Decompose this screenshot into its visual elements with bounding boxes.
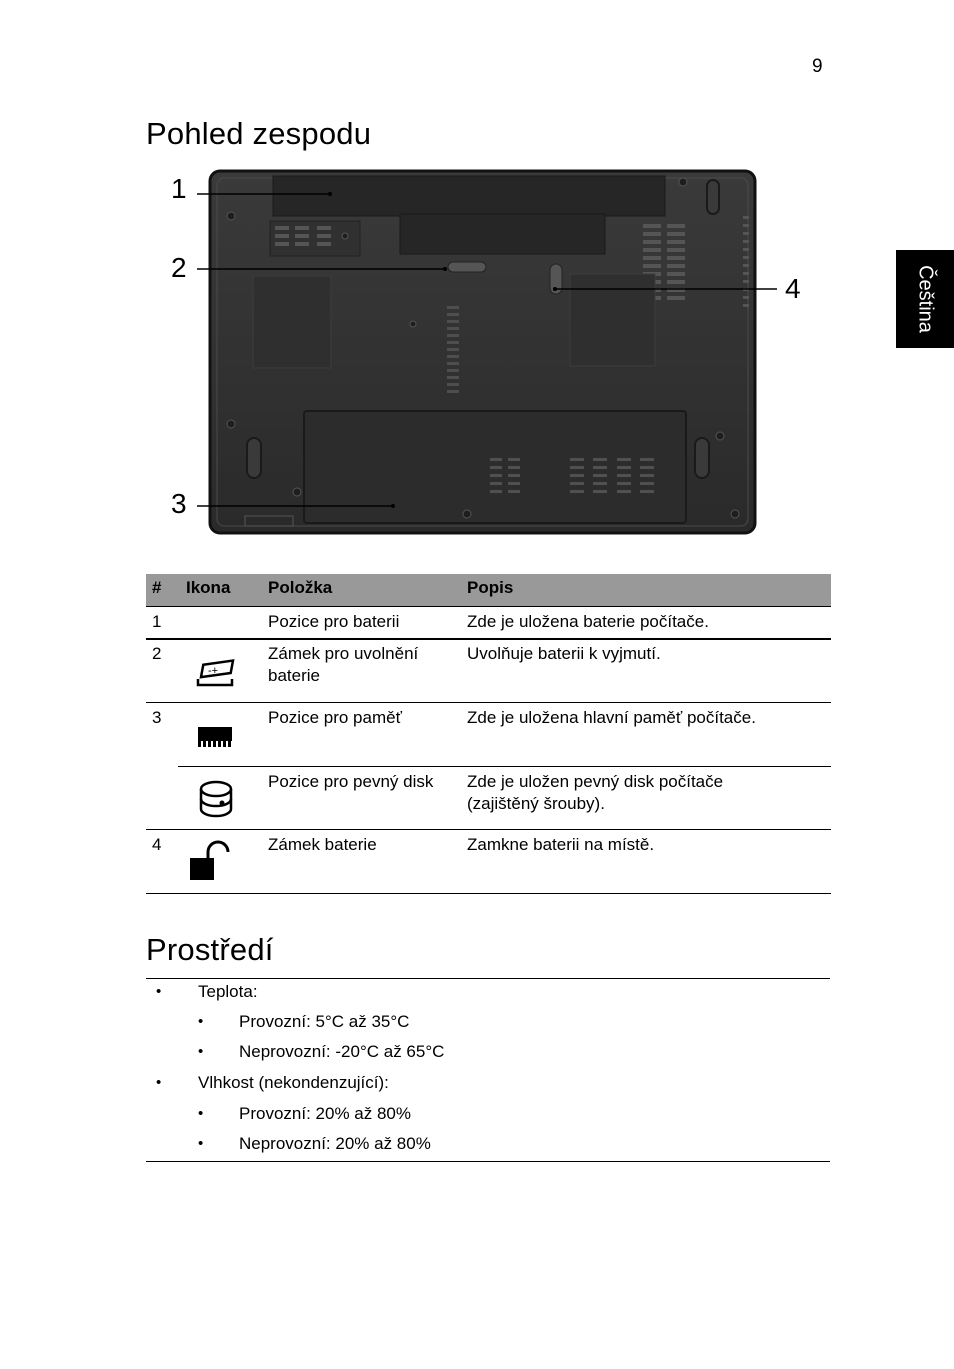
battery-lock-icon — [186, 840, 266, 890]
section-title-environment: Prostředí — [146, 932, 274, 967]
row-num: 2 — [152, 644, 162, 663]
bullet: • — [198, 1043, 204, 1060]
list-item: Neprovozní: 20% až 80% — [239, 1134, 431, 1153]
section-title-bottom-view: Pohled zespodu — [146, 116, 372, 151]
row-num: 3 — [152, 708, 162, 727]
row-description: Zde je uložena hlavní paměť počítače. — [467, 708, 756, 727]
list-item: Teplota: — [198, 982, 258, 1001]
bullet: • — [198, 1105, 204, 1122]
row-num: 1 — [152, 612, 162, 631]
list-item: Provozní: 5°C až 35°C — [239, 1012, 410, 1031]
list-item: Neprovozní: -20°C až 65°C — [239, 1042, 445, 1061]
environment-list — [146, 978, 830, 1162]
svg-text:-+: -+ — [208, 665, 219, 677]
bullet: • — [198, 1135, 204, 1152]
table-row — [146, 830, 831, 894]
components-table — [146, 574, 831, 894]
callout-1: 1 — [171, 173, 187, 204]
header-item: Položka — [268, 578, 333, 597]
callout-3: 3 — [171, 488, 187, 519]
page-number: 9 — [812, 56, 823, 77]
table-row — [146, 767, 831, 830]
memory-icon — [186, 723, 266, 755]
callout-2: 2 — [171, 252, 187, 283]
battery-release-icon — [186, 655, 266, 695]
row-num: 4 — [152, 835, 162, 854]
row-item: Zámek baterie — [268, 835, 377, 854]
list-item: Vlhkost (nekondenzující): — [198, 1073, 389, 1092]
row-item: Pozice pro paměť — [268, 708, 402, 727]
table-row — [146, 607, 831, 639]
callout-4: 4 — [785, 273, 801, 304]
row-description: Zamkne baterii na místě. — [467, 835, 655, 854]
row-item: Pozice pro pevný disk — [268, 772, 434, 791]
laptop-bottom-view — [165, 166, 825, 540]
row-item: Zámek pro uvolnění baterie — [268, 644, 419, 685]
row-description: Zde je uložena baterie počítače. — [467, 612, 709, 631]
header-description: Popis — [467, 578, 514, 597]
row-item: Pozice pro baterii — [268, 612, 400, 631]
hard-disk-icon — [186, 779, 266, 825]
table-row — [146, 639, 831, 703]
bullet: • — [198, 1013, 204, 1030]
row-description: Zde je uložen pevný disk počítače (zajištěný šrouby). — [467, 772, 724, 813]
row-description: Uvolňuje baterii k vyjmutí. — [467, 644, 661, 663]
header-icon: Ikona — [186, 578, 231, 597]
header-num: # — [152, 578, 162, 597]
language-tab — [896, 250, 954, 348]
language-tab-label: Čeština — [914, 265, 937, 333]
bullet: • — [156, 1074, 162, 1091]
bullet: • — [156, 983, 162, 1000]
table-row — [146, 703, 831, 767]
list-item: Provozní: 20% až 80% — [239, 1104, 411, 1123]
table-header — [146, 574, 831, 607]
